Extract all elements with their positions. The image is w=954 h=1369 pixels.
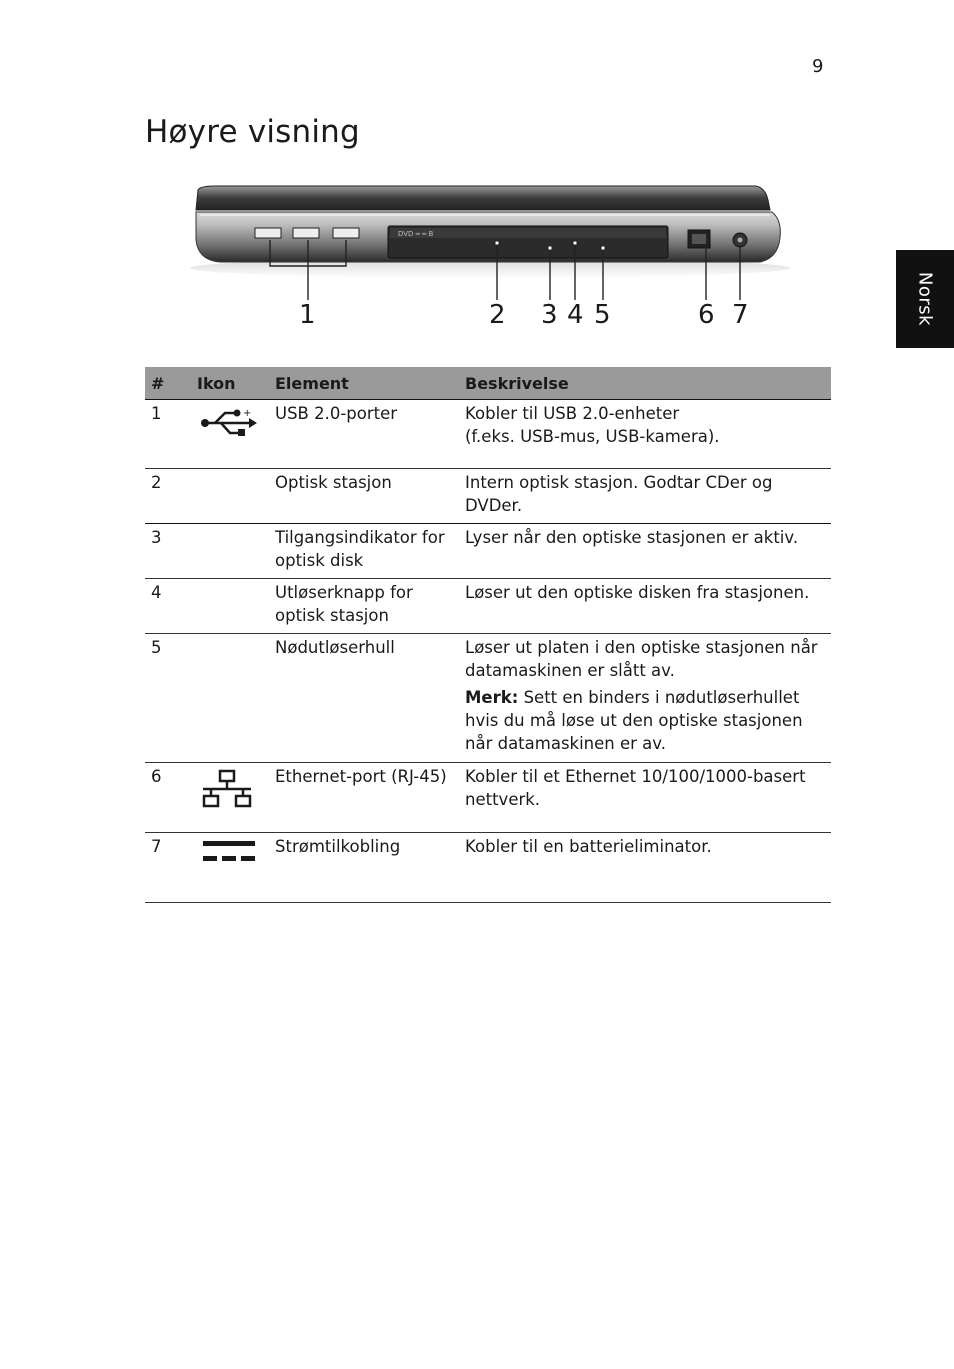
callout-4: 4 [567,300,584,330]
row-number: 4 [145,579,191,634]
row-number: 6 [145,763,191,833]
header-icon: Ikon [191,367,269,400]
row-icon-cell [191,400,269,469]
callout-3: 3 [541,300,558,330]
row-icon-cell [191,833,269,903]
row-number: 1 [145,400,191,469]
usb-icon [197,406,259,440]
callout-1: 1 [299,300,316,330]
page-number: 9 [812,56,824,77]
table-header-row [145,367,831,400]
callout-6: 6 [698,300,715,330]
callout-5: 5 [594,300,611,330]
row-icon-cell [191,524,269,579]
row-element: Strømtilkobling [269,833,459,903]
header-description: Beskrivelse [459,367,831,400]
row-element: Utløserknapp for optisk stasjon [269,579,459,634]
laptop-illustration [0,0,954,360]
table-row [145,400,831,469]
ethernet-icon [197,769,259,809]
row-element: Optisk stasjon [269,469,459,524]
row-number: 7 [145,833,191,903]
note-text: Sett en binders i nødutløserhullet hvis du må løse ut den optiske stasjonen når datamaskinen er av. [465,688,803,753]
row-description: Løser ut den optiske disken fra stasjonen. [459,579,831,634]
row-number: 5 [145,634,191,763]
header-number: # [145,367,191,400]
header-element: Element [269,367,459,400]
table-row [145,524,831,579]
row-description: Kobler til en batterieliminator. [459,833,831,903]
svg-text:DVD ═ ═ B: DVD ═ ═ B [398,230,434,238]
note-paragraph [465,686,827,755]
page-title: Høyre visning [145,114,360,150]
table-row [145,763,831,833]
row-description [459,634,831,763]
dc-power-icon [197,839,259,869]
row-element: Nødutløserhull [269,634,459,763]
row-description: Intern optisk stasjon. Godtar CDer og DVDer. [459,469,831,524]
callout-2: 2 [489,300,506,330]
row-description [459,400,831,469]
row-element: USB 2.0-porter [269,400,459,469]
row-description: Kobler til et Ethernet 10/100/1000-basert nettverk. [459,763,831,833]
side-tab-label: Norsk [914,271,936,327]
row-icon-cell [191,579,269,634]
row-number: 3 [145,524,191,579]
description-line: Løser ut platen i den optiske stasjonen når datamaskinen er slått av. [465,638,818,680]
ports-table [145,367,831,903]
table-row [145,469,831,524]
row-description: Lyser når den optiske stasjonen er aktiv. [459,524,831,579]
row-icon-cell [191,634,269,763]
description-line: (f.eks. USB-mus, USB-kamera). [465,427,720,446]
callout-7: 7 [732,300,749,330]
row-element: Tilgangsindikator for optisk disk [269,524,459,579]
table-row [145,634,831,763]
note-label: Merk: [465,688,519,707]
table-row [145,833,831,903]
table-row [145,579,831,634]
svg-text:+: + [243,408,252,419]
row-number: 2 [145,469,191,524]
row-icon-cell [191,469,269,524]
description-line: Kobler til USB 2.0-enheter [465,404,680,423]
row-icon-cell [191,763,269,833]
row-element: Ethernet-port (RJ-45) [269,763,459,833]
laptop-right-side-figure [0,0,954,360]
